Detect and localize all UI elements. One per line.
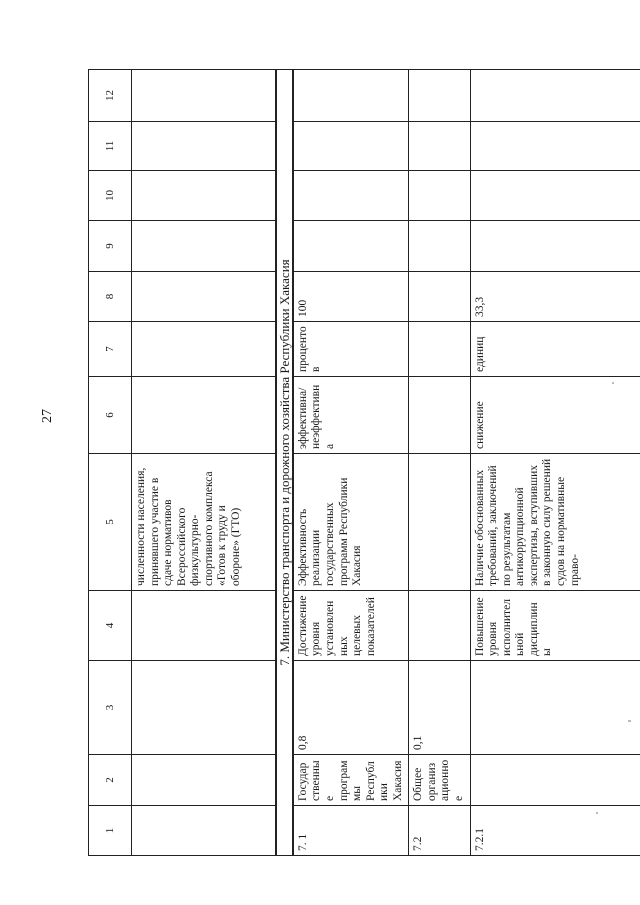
cell-number: 7.2 [409,806,470,856]
cell-criterion [132,591,276,661]
cell-number [132,806,276,856]
cell-10 [293,171,409,221]
col-num-2: 2 [89,755,132,806]
cell-9 [132,221,276,272]
cell-unit: единиц [470,322,640,377]
cell-12 [293,70,409,122]
col-num-11: 11 [89,122,132,171]
cell-criterion: Повышение уровня исполнительной дисциплины [470,591,640,661]
cell-number: 7. 1 [293,806,409,856]
cell-indicator [409,454,470,591]
page-number: 27 [40,409,55,423]
cell-name: Общее организационное [409,755,470,806]
cell-weight [132,661,276,755]
cell-12 [132,70,276,122]
cell-target: 33,3 [470,272,640,322]
col-num-6: 6 [89,377,132,454]
cell-name: Государственные программы Республики Хакасия [293,755,409,806]
cell-9 [409,221,470,272]
cell-unit [409,322,470,377]
col-num-3: 3 [89,661,132,755]
cell-criterion: Достижение уровня установленных целевых показателей [293,591,409,661]
cell-9 [470,221,640,272]
cell-10 [132,171,276,221]
col-num-8: 8 [89,272,132,322]
table-row [470,70,640,856]
cell-weight: 0,8 [293,661,409,755]
scan-speck [628,720,631,722]
rotated-table-sheet [88,70,631,856]
cell-unit [132,322,276,377]
cell-name [470,755,640,806]
cell-indicator: Наличие обоснованных требований, заключений по результатам антикоррупционной экспертизы, вступивших в законную силу решений судов на нормативные право- [470,454,640,591]
cell-11 [293,122,409,171]
cell-unit: процентов [293,322,409,377]
scan-speck [596,812,598,814]
cell-12 [470,70,640,122]
section-title: 7. Министерство транспорта и дорожного хозяйства Республики Хакасия [276,70,293,856]
col-num-5: 5 [89,454,132,591]
cell-target [409,272,470,322]
cell-10 [470,171,640,221]
cell-indicator: численности населения, принявшего участие в сдаче нормативов Всероссийского физкультурно-спортивного комплекса «Готов к труду и обороне» (ГТО) [132,454,276,591]
cell-indicator: Эффективность реализации государственных программ Республики Хакасия [293,454,409,591]
col-num-12: 12 [89,70,132,122]
col-num-10: 10 [89,171,132,221]
col-num-9: 9 [89,221,132,272]
section-header-row [276,70,293,856]
table-row [293,70,409,856]
cell-9 [293,221,409,272]
col-num-7: 7 [89,322,132,377]
cell-type [132,377,276,454]
cell-target [132,272,276,322]
col-num-4: 4 [89,591,132,661]
column-number-row [89,70,132,856]
cell-number: 7.2.1 [470,806,640,856]
cell-weight [470,661,640,755]
cell-criterion [409,591,470,661]
table-row [132,70,276,856]
cell-type: эффективна/ неэффективна [293,377,409,454]
cell-11 [409,122,470,171]
cell-11 [470,122,640,171]
cell-11 [132,122,276,171]
cell-target: 100 [293,272,409,322]
cell-type: снижение [470,377,640,454]
scan-speck [612,382,614,384]
col-num-1: 1 [89,806,132,856]
cell-name [132,755,276,806]
cell-10 [409,171,470,221]
indicators-table [88,69,640,856]
cell-type [409,377,470,454]
cell-weight: 0,1 [409,661,470,755]
cell-12 [409,70,470,122]
table-row [409,70,470,856]
